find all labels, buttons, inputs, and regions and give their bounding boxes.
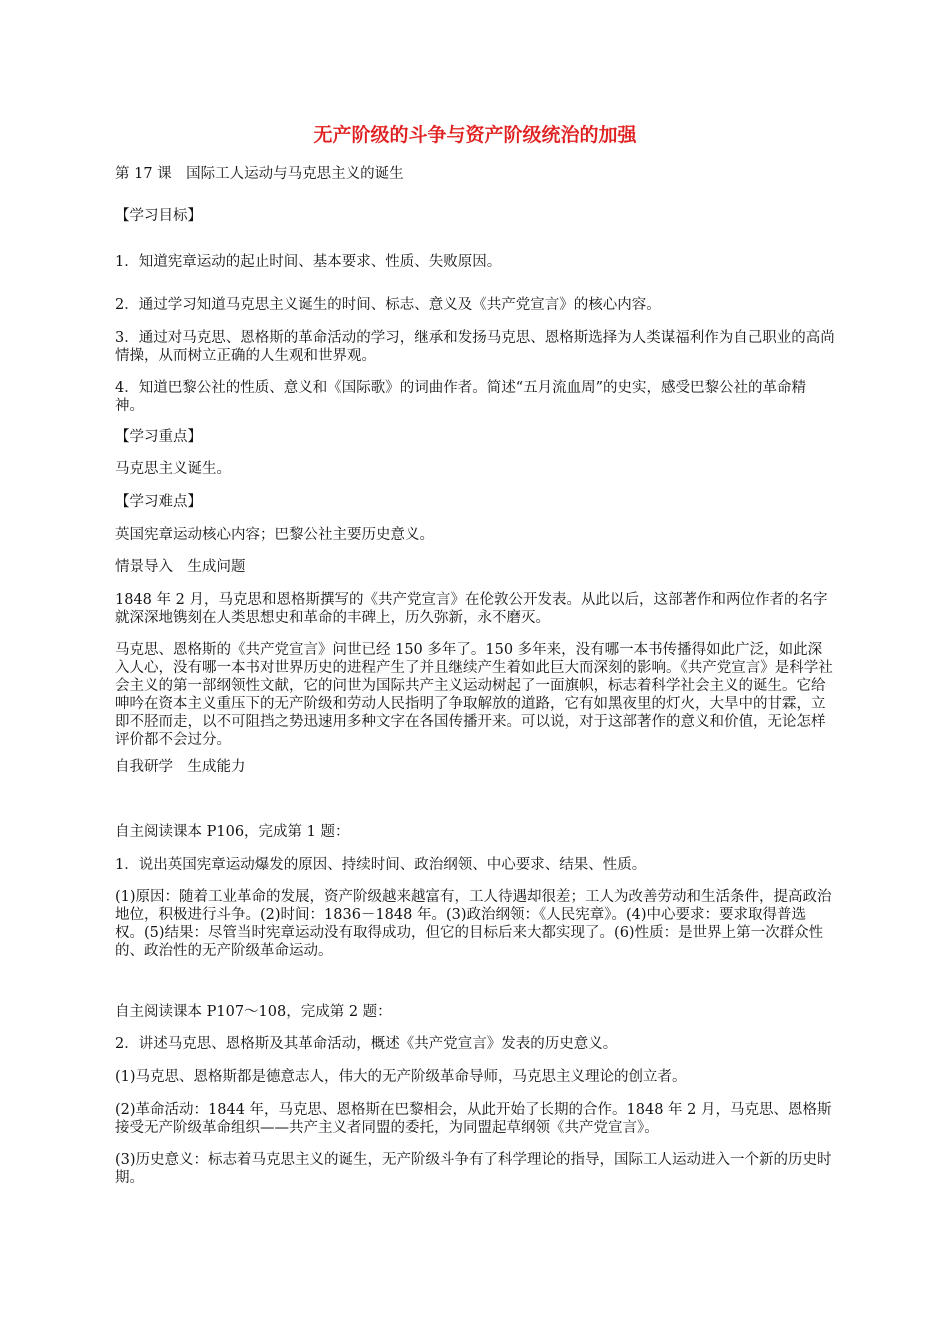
goal-1: 1．知道宪章运动的起止时间、基本要求、性质、失败原因。: [115, 254, 502, 270]
difficulty-heading: 【学习难点】: [115, 494, 202, 510]
goal-2: 2．通过学习知道马克思主义诞生的时间、标志、意义及《共产党宣言》的核心内容。: [115, 297, 661, 313]
goal-4: 4．知道巴黎公社的性质、意义和《国际歌》的词曲作者。简述“五月流血周”的史实，感受巴黎公社的革命精神。: [115, 380, 807, 414]
answer-2-part-2: (2)革命活动：1844 年，马克思、恩格斯在巴黎相会，从此开始了长期的合作。1848 年 2 月，马克思、恩格斯接受无产阶级革命组织——共产主义者同盟的委托，为同盟起草纲领《共产党宣言》。: [115, 1102, 832, 1136]
intro-paragraph-2: 马克思、恩格斯的《共产党宣言》问世已经 150 多年了。150 多年来，没有哪一本书传播得如此广泛，如此深入人心，没有哪一本书对世界历史的进程产生了并且继续产生着如此巨大而深刻的影响。《共产党宣言》是科学社会主义的第一部纲领性文献，它的问世为国际共产主义运动树起了一面旗帜，标志着科学社会主义的诞生。它给呻吟在资本主义重压下的无产阶级和劳动人民指明了争取解放的道路，它有如黑夜里的灯火，大旱中的甘霖，立即不胫而走，以不可阻挡之势迅速用多种文字在各国传播开来。可以说，对于这部著作的意义和价值，无论怎样评价都不会过分。: [115, 642, 833, 748]
study-heading: 自我研学 生成能力: [115, 759, 246, 775]
reading-instruction-2: 自主阅读课本 P107～108，完成第 2 题：: [115, 1004, 392, 1020]
focus-text: 马克思主义诞生。: [115, 461, 231, 477]
document-title: 无产阶级的斗争与资产阶级统治的加强: [313, 124, 637, 146]
difficulty-text: 英国宪章运动核心内容；巴黎公社主要历史意义。: [115, 527, 434, 543]
intro-paragraph-1: 1848 年 2 月，马克思和恩格斯撰写的《共产党宣言》在伦敦公开发表。从此以后，这部著作和两位作者的名字就深深地镌刻在人类思想史和革命的丰碑上，历久弥新，永不磨灭。: [115, 592, 828, 626]
intro-heading: 情景导入 生成问题: [115, 559, 246, 575]
question-1: 1．说出英国宪章运动爆发的原因、持续时间、政治纲领、中心要求、结果、性质。: [115, 857, 647, 873]
question-2: 2．讲述马克思、恩格斯及其革命活动，概述《共产党宣言》发表的历史意义。: [115, 1036, 618, 1052]
answer-2-part-1: (1)马克思、恩格斯都是德意志人，伟大的无产阶级革命导师，马克思主义理论的创立者。: [115, 1069, 687, 1085]
goals-heading: 【学习目标】: [115, 208, 202, 224]
answer-2-part-3: (3)历史意义：标志着马克思主义的诞生，无产阶级斗争有了科学理论的指导，国际工人运动进入一个新的历史时期。: [115, 1152, 832, 1186]
lesson-heading: 第 17 课 国际工人运动与马克思主义的诞生: [115, 166, 404, 182]
goal-3: 3．通过对马克思、恩格斯的革命活动的学习，继承和发扬马克思、恩格斯选择为人类谋福利作为自己职业的高尚情操，从而树立正确的人生观和世界观。: [115, 330, 835, 364]
focus-heading: 【学习重点】: [115, 429, 202, 445]
answer-1: (1)原因：随着工业革命的发展，资产阶级越来越富有，工人待遇却很差；工人为改善劳动和生活条件，提高政治地位，积极进行斗争。(2)时间：1836－1848 年。(3)政治纲领：《人民宪章》。(4)中心要求：要求取得普选权。(5)结果：尽管当时宪章运动没有取得成功，但它的目标后来大都实现了。(6)性质：是世界上第一次群众性的、政治性的无产阶级革命运动。: [115, 889, 832, 959]
reading-instruction-1: 自主阅读课本 P106，完成第 1 题：: [115, 824, 350, 840]
